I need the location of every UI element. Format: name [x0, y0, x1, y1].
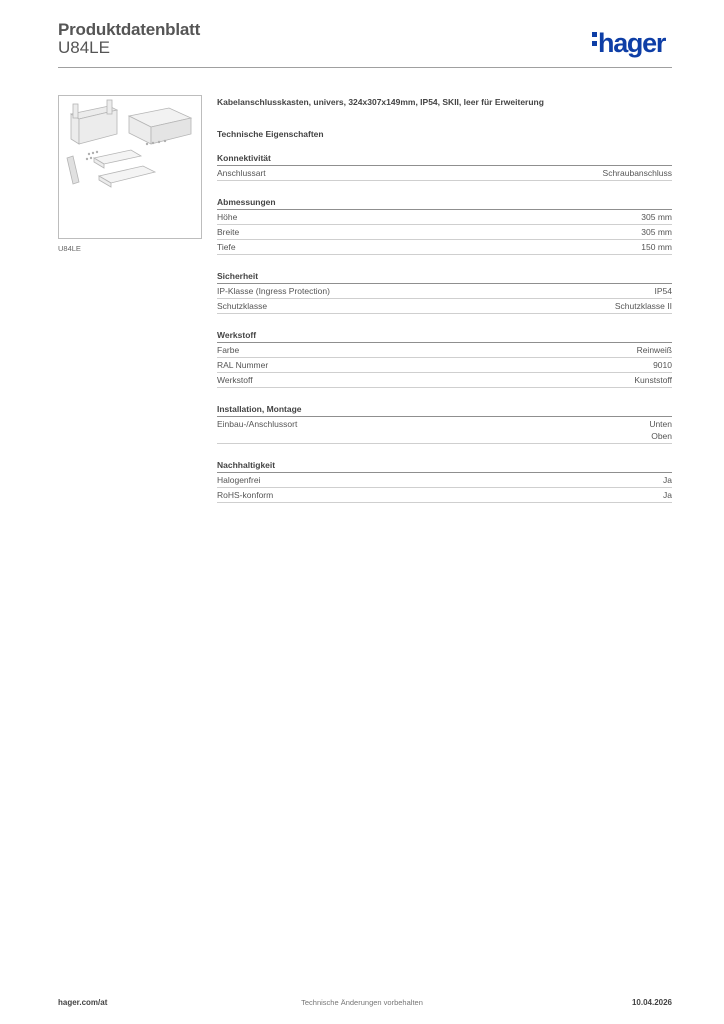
spec-value-line: 9010: [653, 360, 672, 370]
spec-value-line: Unten: [649, 419, 672, 429]
spec-value: [641, 226, 672, 238]
product-code: U84LE: [58, 38, 110, 57]
spec-label: RoHS-konform: [217, 490, 274, 500]
footer-date: 10.04.2026: [631, 998, 672, 1007]
section-heading: Installation, Montage: [217, 403, 672, 417]
logo-colon-icon: [592, 28, 598, 50]
spec-value: [653, 359, 672, 371]
product-photo-icon: [59, 96, 201, 238]
section-heading: Abmessungen: [217, 196, 672, 210]
spec-value-line: Schutzklasse II: [614, 301, 672, 311]
spec-label: Tiefe: [217, 242, 236, 252]
header-divider: [58, 67, 672, 68]
spec-value: [663, 474, 672, 486]
spec-section: [217, 270, 672, 314]
spec-label: Anschlussart: [217, 168, 266, 178]
spec-label: IP-Klasse (Ingress Protection): [217, 286, 330, 296]
section-heading: Konnektivität: [217, 152, 672, 166]
spec-label: Höhe: [217, 212, 238, 222]
spec-value-line: 305 mm: [641, 227, 672, 237]
spec-value: [637, 344, 672, 356]
spec-value: [634, 374, 672, 386]
spec-row: [217, 473, 672, 488]
spec-label: Halogenfrei: [217, 475, 261, 485]
technical-properties-title: Technische Eigenschaften: [217, 129, 324, 139]
spec-value-line: Oben: [651, 431, 672, 441]
spec-value-line: 305 mm: [641, 212, 672, 222]
spec-section: [217, 152, 672, 181]
spec-value-line: 150 mm: [641, 242, 672, 252]
spec-label: Werkstoff: [217, 375, 253, 385]
section-heading: Werkstoff: [217, 329, 672, 343]
spec-value: [649, 418, 672, 442]
spec-row: [217, 299, 672, 314]
spec-section: [217, 196, 672, 255]
spec-value-line: Kunststoff: [634, 375, 672, 385]
product-description: Kabelanschlusskasten, univers, 324x307x149mm, IP54, SKII, leer für Erweiterung: [217, 97, 544, 107]
spec-row: [217, 373, 672, 388]
spec-section: [217, 459, 672, 503]
spec-value-line: Ja: [663, 490, 672, 500]
spec-row: [217, 488, 672, 503]
spec-row: [217, 210, 672, 225]
spec-value: [641, 211, 672, 223]
spec-row: [217, 417, 672, 444]
spec-value: [641, 241, 672, 253]
footer-notice: Technische Änderungen vorbehalten: [301, 998, 423, 1007]
spec-section: [217, 403, 672, 444]
spec-label: RAL Nummer: [217, 360, 269, 370]
logo-text: hager: [598, 28, 666, 58]
spec-sections: [217, 152, 672, 503]
spec-label: Schutzklasse: [217, 301, 268, 311]
spec-label: Farbe: [217, 345, 240, 355]
spec-value-line: Ja: [663, 475, 672, 485]
spec-label: Einbau-/Anschlussort: [217, 419, 298, 429]
hager-logo: [592, 28, 665, 58]
footer-website[interactable]: hager.com/at: [58, 998, 108, 1007]
spec-value: [603, 167, 672, 179]
spec-row: [217, 358, 672, 373]
image-caption: U84LE: [58, 244, 81, 253]
section-heading: Sicherheit: [217, 270, 672, 284]
spec-label: Breite: [217, 227, 240, 237]
spec-row: [217, 284, 672, 299]
spec-row: [217, 240, 672, 255]
spec-section: [217, 329, 672, 388]
spec-value-line: Reinweiß: [636, 345, 672, 355]
page-title: Produktdatenblatt: [58, 20, 201, 39]
section-heading: Nachhaltigkeit: [217, 459, 672, 473]
spec-row: [217, 343, 672, 358]
spec-value-line: Schraubanschluss: [602, 168, 672, 178]
spec-row: [217, 225, 672, 240]
spec-value: [663, 489, 672, 501]
product-image: [58, 95, 202, 239]
spec-value: [615, 300, 672, 312]
spec-row: [217, 166, 672, 181]
spec-value: [655, 285, 673, 297]
datasheet-content: [217, 96, 672, 503]
spec-value-line: IP54: [654, 286, 672, 296]
